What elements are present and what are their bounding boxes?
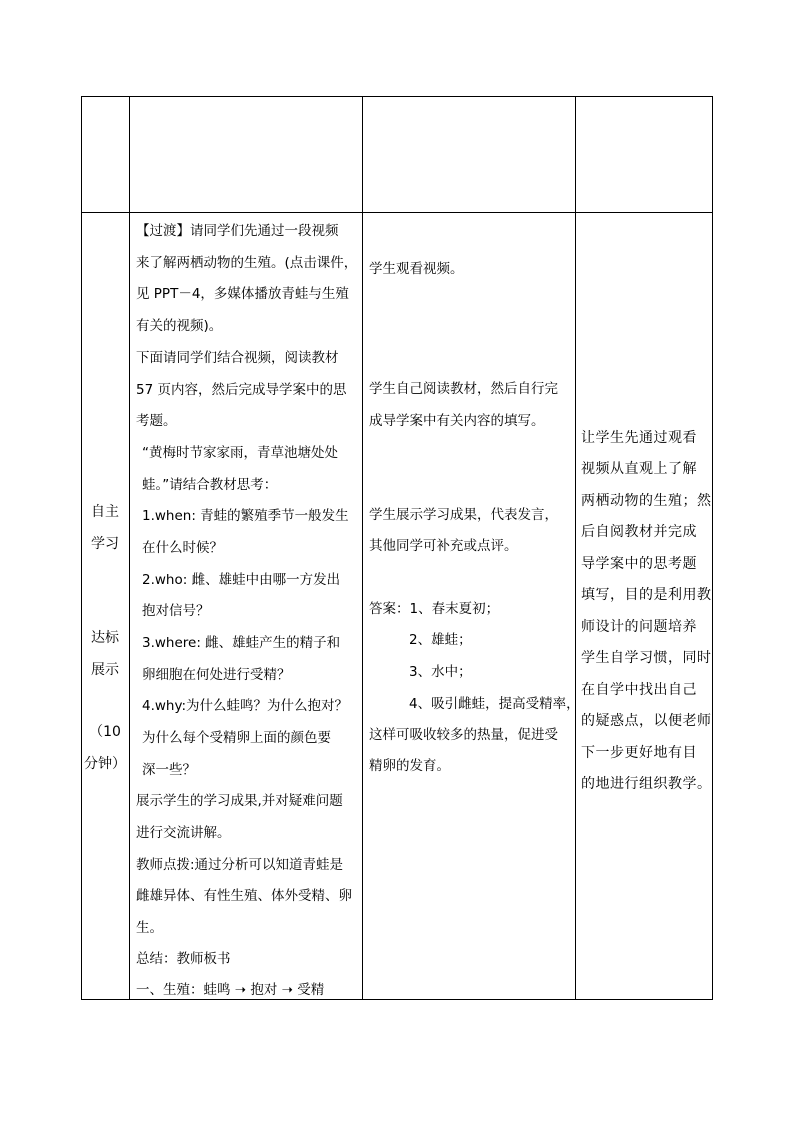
teacher-text-line: 进行交流讲解。 — [136, 825, 231, 841]
column-divider-1 — [129, 96, 130, 1000]
intent-text-line: 两栖动物的生殖；然 — [581, 493, 712, 509]
teacher-text-line: 来了解两栖动物的生殖。(点击课件， — [136, 255, 358, 271]
answer-line: 这样可吸收较多的热量，促进受 — [369, 727, 558, 743]
intent-text-line: 填写，目的是利用教 — [581, 587, 712, 603]
intent-text-line: 的地进行组织教学。 — [581, 776, 712, 792]
intent-text-line: 让学生先通过观看 — [581, 430, 697, 446]
board-summary-line: 一、生殖：蛙鸣 ➝ 抱对 ➝ 受精 — [136, 982, 325, 998]
teacher-text-line: 生。 — [136, 920, 163, 936]
teacher-text-line: 下面请同学们结合视频，阅读教材 — [136, 350, 339, 366]
section-label-cell — [81, 96, 129, 1000]
section-label-line: 分钟） — [84, 756, 126, 772]
section-label-line: 学习 — [91, 536, 119, 552]
student-text-line: 学生观看视频。 — [369, 261, 464, 277]
intent-text-line: 在自学中找出自己 — [581, 682, 697, 698]
section-label-line: （10 — [89, 724, 121, 740]
answer-line: 2、雄蛙； — [409, 632, 472, 648]
teacher-text-line: 蛙。”请结合教材思考： — [142, 477, 278, 493]
intent-text-line: 后自阅教材并完成 — [581, 524, 697, 540]
column-divider-3 — [575, 96, 576, 1000]
teacher-text-line: 有关的视频)。 — [136, 318, 223, 334]
lesson-table — [81, 96, 713, 1000]
teacher-text-line: 57 页内容，然后完成导学案中的思 — [136, 382, 347, 398]
intent-text-line: 学生自学习惯，同时 — [581, 650, 712, 666]
teacher-activity-cell — [136, 96, 360, 1000]
question-line: 为什么每个受精卵上面的颜色要 — [142, 730, 331, 746]
teacher-text-line: 【过渡】请同学们先通过一段视频 — [136, 223, 339, 239]
question-line: 抱对信号？ — [142, 603, 210, 619]
table-border-right — [712, 96, 713, 1000]
design-intent-cell — [581, 96, 712, 1000]
student-text-line: 学生展示学习成果，代表发言， — [369, 507, 558, 523]
question-line: 在什么时候？ — [142, 540, 223, 556]
question-line: 深一些？ — [142, 762, 196, 778]
section-label-line: 展示 — [91, 662, 119, 678]
teacher-text-line: 雌雄异体、有性生殖、体外受精、卵 — [136, 888, 352, 904]
section-label-line: 自主 — [91, 504, 119, 520]
intent-text-line: 师设计的问题培养 — [581, 619, 697, 635]
question-line: 4.why:为什么蛙鸣？为什么抱对？ — [142, 698, 349, 714]
student-activity-cell — [369, 96, 580, 1000]
teacher-text-line: 考题。 — [136, 413, 177, 429]
teacher-text-line: “黄梅时节家家雨，青草池塘处处 — [142, 445, 338, 461]
student-text-line: 学生自己阅读教材，然后自行完 — [369, 381, 558, 397]
teacher-text-line: 总结：教师板书 — [136, 951, 231, 967]
intent-text-line: 导学案中的思考题 — [581, 556, 697, 572]
answer-line: 精卵的发育。 — [369, 758, 450, 774]
question-line: 卵细胞在何处进行受精？ — [142, 667, 291, 683]
answer-line: 答案：1、春末夏初； — [369, 601, 500, 617]
answer-line: 4、吸引雌蛙，提高受精率， — [409, 696, 580, 712]
teacher-text-line: 见 PPT－4，多媒体播放青蛙与生殖 — [136, 286, 349, 302]
intent-text-line: 下一步更好地有目 — [581, 745, 697, 761]
section-label-line: 达标 — [91, 630, 119, 646]
student-text-line: 成导学案中有关内容的填写。 — [369, 413, 545, 429]
column-divider-2 — [362, 96, 363, 1000]
question-line: 3.where: 雌、雄蛙产生的精子和 — [142, 635, 341, 651]
intent-text-line: 的疑惑点，以便老师 — [581, 713, 712, 729]
answer-line: 3、水中； — [409, 664, 472, 680]
student-text-line: 其他同学可补充或点评。 — [369, 538, 518, 554]
intent-text-line: 视频从直观上了解 — [581, 461, 697, 477]
question-line: 1.when: 青蛙的繁殖季节一般发生 — [142, 508, 349, 524]
teacher-text-line: 教师点拨:通过分析可以知道青蛙是 — [136, 857, 344, 873]
question-line: 2.who: 雌、雄蛙中由哪一方发出 — [142, 572, 341, 588]
teacher-text-line: 展示学生的学习成果,并对疑难问题 — [136, 793, 343, 809]
